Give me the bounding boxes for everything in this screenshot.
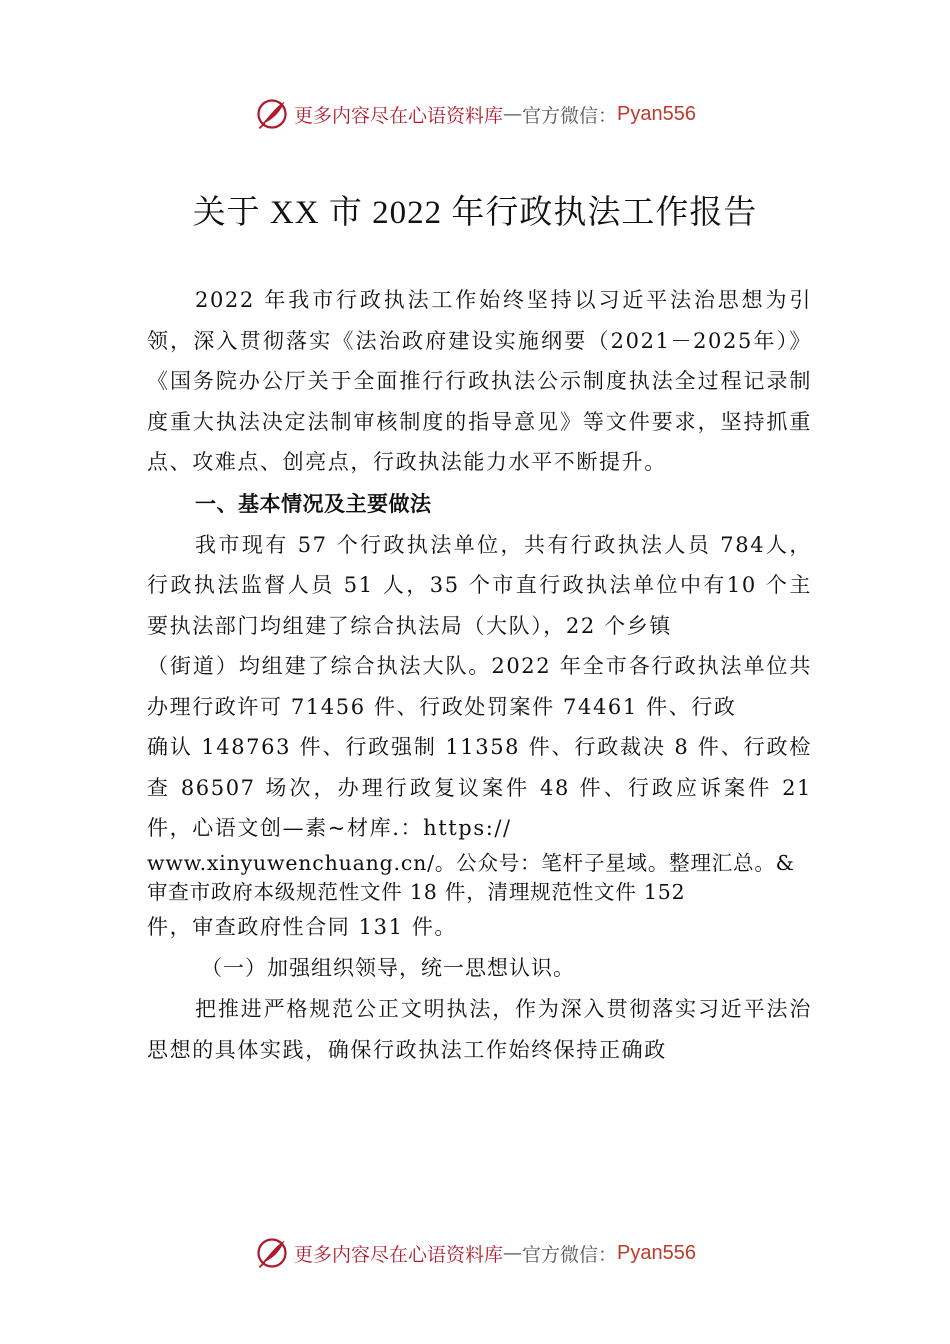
banner-text-main: 更多内容尽在心语资料库	[294, 104, 504, 127]
paragraph-2d: www.xinyuwenchuang.cn/。公众号：笔杆子星域。整理汇总。&审查市政府本级规范性文件 18 件，清理规范性文件 152	[147, 850, 795, 904]
watermark-banner-bottom	[0, 1233, 950, 1273]
banner-dash: —	[503, 1242, 523, 1264]
banner-wechat-id: Pyan556	[617, 102, 696, 125]
banner-text-main: 更多内容尽在心语资料库	[294, 1243, 504, 1266]
banner-text-wechat: 官方微信：	[522, 104, 618, 127]
paragraph-3: 把推进严格规范公正文明执法，作为深入贯彻落实习近平法治思想的具体实践，确保行政执法工作始终保持正确政	[147, 997, 812, 1062]
banner-text-wechat: 官方微信：	[522, 1243, 618, 1266]
watermark-banner-top	[0, 94, 950, 134]
quill-logo-icon	[254, 96, 290, 132]
banner-wechat-id: Pyan556	[617, 1241, 696, 1264]
paragraph-2c: 确认 148763 件、行政强制 11358 件、行政裁决 8 件、行政检查 86507 场次，办理行政复议案件 48 件、行政应诉案件 21件，心语文创—素~材库.：https://	[147, 735, 812, 840]
paragraph-2e: 件，审查政府性合同 131 件。	[147, 914, 458, 939]
document-body	[147, 280, 812, 1070]
heading-section-1: 一、基本情况及主要做法	[195, 490, 432, 516]
paragraph-2b: （街道）均组建了综合执法大队。2022 年全市各行政执法单位共办理行政许可 71456 件、行政处罚案件 74461 件、行政	[147, 654, 812, 719]
document-title: 关于 XX 市 2022 年行政执法工作报告	[192, 195, 758, 231]
paragraph-2a: 我市现有 57 个行政执法单位，共有行政执法人员 784人，行政执法监督人员 51 人，35 个市直行政执法单位中有10 个主要执法部门均组建了综合执法局（大队），22 个乡镇	[147, 532, 812, 638]
heading-subsection-1: （一）加强组织领导，统一思想认识。	[201, 956, 575, 980]
quill-logo-icon	[254, 1235, 290, 1271]
paragraph-intro: 2022 年我市行政执法工作始终坚持以习近平法治思想为引领，深入贯彻落实《法治政府建设实施纲要（2021－2025年）》《国务院办公厅关于全面推行行政执法公示制度执法全过程记录制度重大执法决定法制审核制度的指导意见》等文件要求，坚持抓重点、攻难点、创亮点，行政执法能力水平不断提升。	[147, 288, 812, 474]
banner-dash: —	[503, 103, 523, 125]
